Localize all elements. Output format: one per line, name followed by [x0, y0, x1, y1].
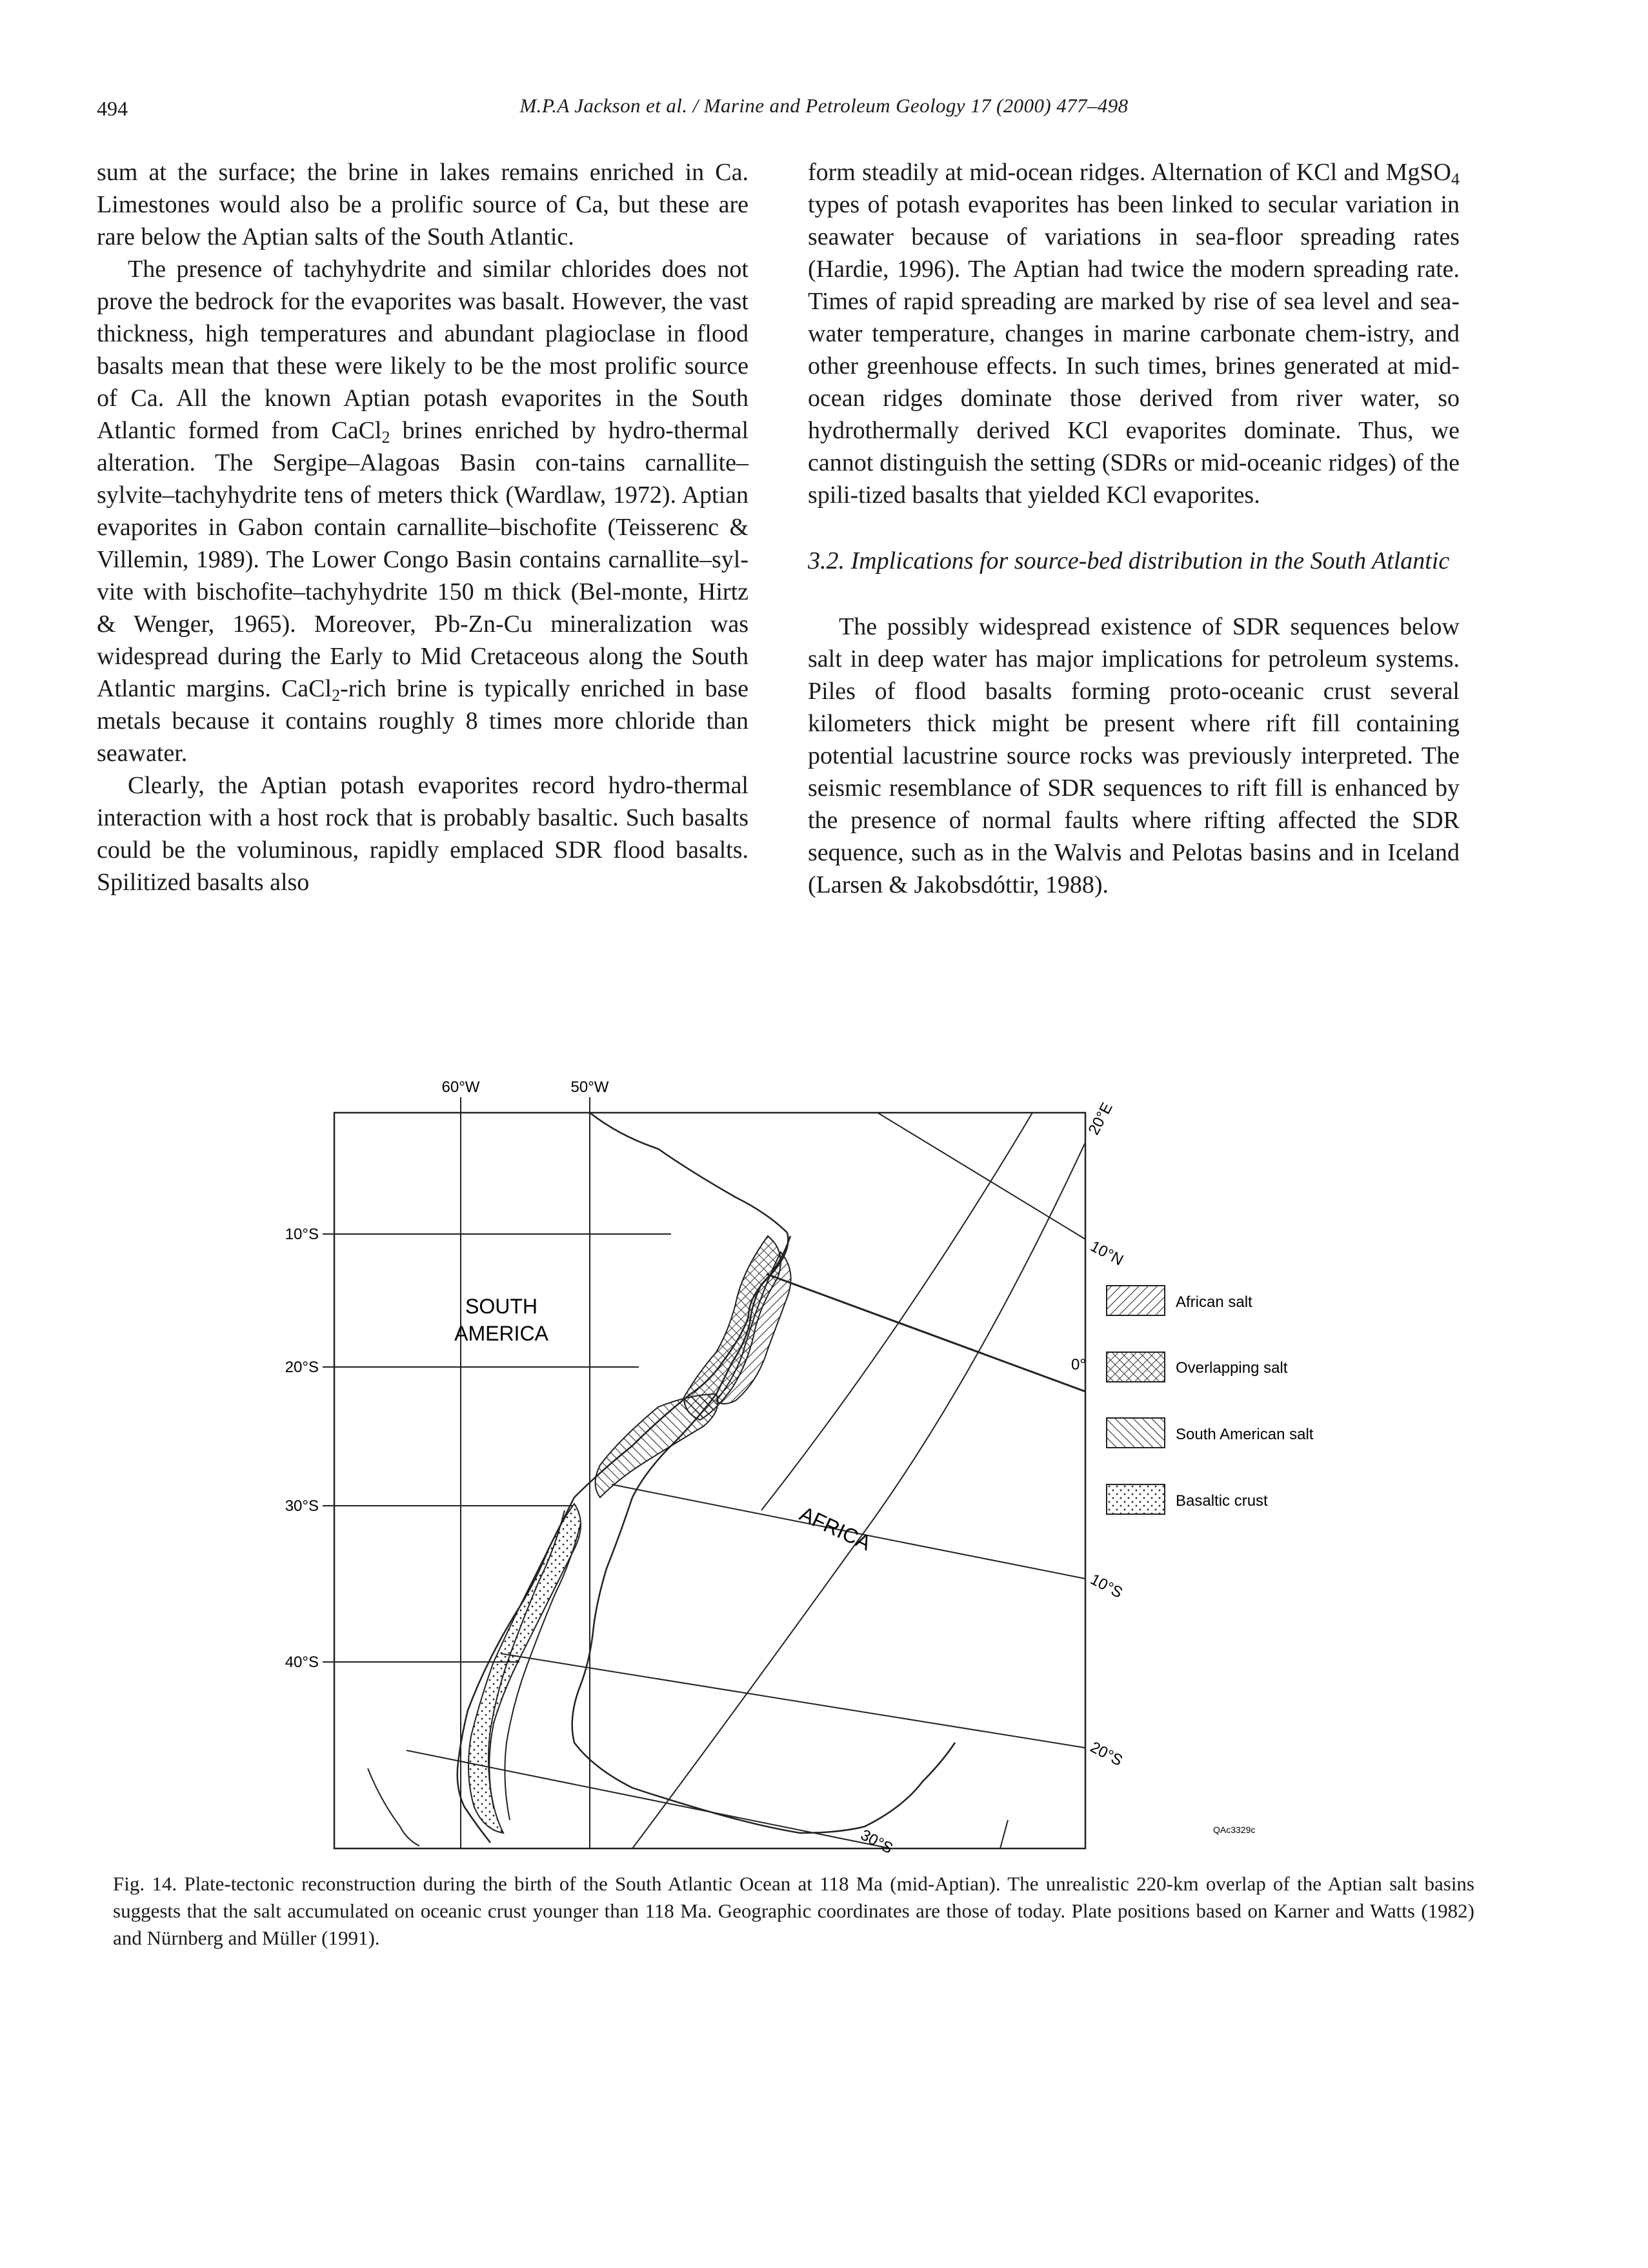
south-america-coast-detail: [368, 1768, 419, 1846]
africa-meridian-20e: [1000, 1820, 1008, 1848]
caption-text: Plate-tectonic reconstruction during the birth of the South Atlantic Ocean at 118 Ma (mid-Aptian). The unrealistic 220-km overlap of the Aptian salt basins suggests that the salt accumulated on oceanic crust younger than 118 Ma. Geographic coordinates are those of today. Plate positions based on Karner and Watts (1982) and Nürnberg and Müller (1991).: [113, 1872, 1474, 1949]
africa-parallel-0: [767, 1274, 1085, 1392]
africa-meridian-20e: [632, 1142, 1085, 1848]
lat-label-40s: 40°S: [285, 1654, 319, 1671]
left-column: [97, 156, 749, 898]
lat-label-10s: 10°S: [285, 1226, 319, 1243]
legend-label-basaltic-crust: Basaltic crust: [1176, 1492, 1268, 1510]
legend-swatch-south-american-salt: [1107, 1418, 1165, 1448]
page-number: 494: [97, 97, 128, 120]
legend-swatch-overlapping-salt: [1107, 1352, 1165, 1382]
africa-label-20e: 20°E: [1085, 1099, 1116, 1138]
africa-meridian-10e: [761, 1113, 1032, 1510]
running-head: M.P.A Jackson et al. / Marine and Petroleum Geology 17 (2000) 477–498: [519, 94, 1129, 117]
figure-caption: [113, 1870, 1474, 1952]
south-american-salt: [596, 1394, 718, 1497]
legend-label-overlapping-salt: Overlapping salt: [1176, 1359, 1288, 1377]
africa-label-20s: 20°S: [1087, 1738, 1126, 1770]
legend-swatch-african-salt: [1107, 1286, 1165, 1315]
africa-parallel-10n: [878, 1113, 1085, 1239]
paragraph: Clearly, the Aptian potash evaporites record hydro-thermal interaction with a host rock that is probably basaltic. Such basalts could be the voluminous, rapidly emplaced SDR flood basalts. Spilitized basalts also: [97, 772, 749, 896]
figure-map: [271, 1058, 1329, 1873]
lat-label-30s: 30°S: [285, 1497, 319, 1515]
right-column: [808, 156, 1460, 901]
legend-label-south-american-salt: South American salt: [1176, 1426, 1314, 1443]
paragraph: form steadily at mid-ocean ridges. Alternation of KCl and MgSO$_4$ types of potash evaporites has been linked to secular variation in seawater because of variations in sea-floor spreading rates (Hardie, 1996). The Aptian had twice the modern spreading rate. Times of rapid spreading are marked by rise of sea level and sea-water temperature, changes in marine carbonate chem-istry, and other greenhouse effects. In such times, brines generated at mid-ocean ridges dominate those derived from river water, so hydrothermally derived KCl evaporites dominate. Thus, we cannot distinguish the setting (SDRs or mid-oceanic ridges) of the spili-tized basalts that yielded KCl evaporites.: [808, 159, 1460, 509]
africa-label-10s: 10°S: [1087, 1570, 1126, 1602]
label-south: SOUTH: [465, 1295, 538, 1318]
label-africa: AFRICA: [796, 1501, 875, 1555]
section-heading: 3.2. Implications for source-bed distribution in the South Atlantic: [808, 547, 1450, 574]
africa-label-10n: 10°N: [1087, 1237, 1127, 1270]
lon-label-50w: 50°W: [570, 1078, 609, 1096]
lon-label-60w: 60°W: [441, 1078, 480, 1096]
paragraph: The possibly widespread existence of SDR sequences below salt in deep water has major implications for petroleum systems. Piles of flood basalts forming proto-oceanic crust several kilometers thick might be present where rift fill containing potential lacustrine source rocks was previously interpreted. The seismic resemblance of SDR sequences to rift fill is enhanced by the presence of normal faults where rifting affected the SDR sequence, such as in the Walvis and Pelotas basins and in Iceland (Larsen & Jakobsdóttir, 1988).: [808, 613, 1460, 898]
africa-label-30s: 30°S: [858, 1826, 896, 1858]
legend-label-african-salt: African salt: [1176, 1293, 1252, 1311]
paragraph: The presence of tachyhydrite and similar chlorides does not prove the bedrock for the evaporites was basalt. However, the vast thickness, high temperatures and abundant plagioclase in flood basalts mean that these were likely to be the most prolific source of Ca. All the known Aptian potash evaporites in the South Atlantic formed from CaCl$_2$ brines enriched by hydro-thermal alteration. The Sergipe–Alagoas Basin con-tains carnallite–sylvite–tachyhydrite tens of meters thick (Wardlaw, 1972). Aptian evaporites in Gabon contain carnallite–bischofite (Teisserenc & Villemin, 1989). The Lower Congo Basin contains carnallite–syl-vite with bischofite–tachyhydrite 150 m thick (Bel-monte, Hirtz & Wenger, 1965). Moreover, Pb-Zn-Cu mineralization was widespread during the Early to Mid Cretaceous along the South Atlantic margins. CaCl$_2$-rich brine is typically enriched in base metals because it contains roughly 8 times more chloride than seawater.: [97, 256, 749, 767]
lat-label-20s: 20°S: [285, 1359, 319, 1376]
legend-swatch-basaltic-crust: [1107, 1484, 1165, 1514]
label-america: AMERICA: [454, 1322, 548, 1345]
paragraph: sum at the surface; the brine in lakes remains enriched in Ca. Limestones would also be a prolific source of Ca, but these are rare below the Aptian salts of the South Atlantic.: [97, 159, 749, 250]
map-frame: [334, 1113, 1085, 1848]
figure-id: QAc3329c: [1213, 1825, 1256, 1835]
africa-parallel-20s: [501, 1654, 1085, 1748]
africa-label-0: 0°: [1071, 1356, 1086, 1373]
caption-label: Fig. 14.: [113, 1872, 177, 1895]
map-svg: [271, 1058, 1329, 1873]
